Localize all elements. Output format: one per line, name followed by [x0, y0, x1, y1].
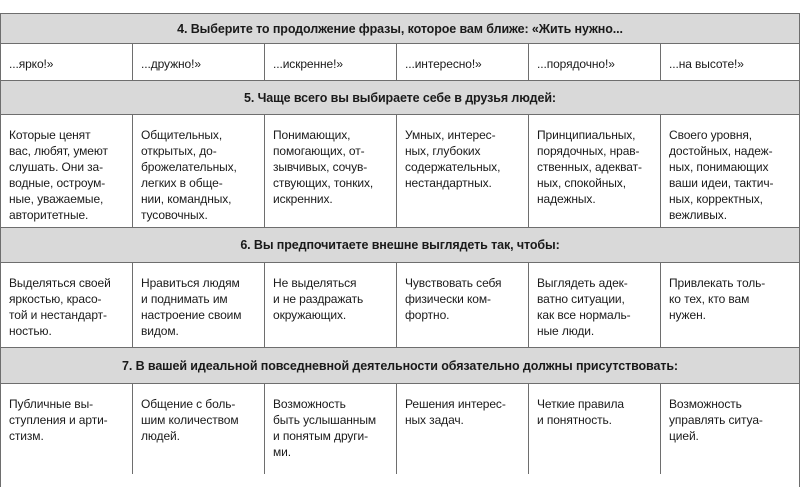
option-cell: Возможность управлять ситуа- цией. — [669, 397, 763, 443]
option-cell: ...интересно!» — [397, 44, 529, 80]
option-cell: Своего уровня, достойных, надеж- ных, понимающих ваши идеи, тактич- ных, корректных, вежливых. — [669, 128, 774, 222]
question-5-header: 5. Чаще всего вы выбираете себе в друзья людей: — [1, 80, 799, 115]
option-cell: ...ярко!» — [1, 44, 133, 80]
option-cell: Которые ценят вас, любят, умеют слушать. Они за- водные, остроум- ные, уважаемые, авторитетные. — [1, 115, 133, 227]
question-4-header: 4. Выберите то продолжение фразы, которое вам ближе: «Жить нужно... — [1, 13, 799, 44]
option-cell: Возможность быть услышанным и понятым други- ми. — [265, 384, 397, 474]
questionnaire-table — [0, 13, 800, 487]
option-cell: Решения интерес- ных задач. — [397, 384, 529, 474]
option-cell: Умных, интерес- ных, глубоких содержательных, нестандартных. — [397, 115, 529, 227]
option-cell: Общение с боль- шим количеством людей. — [133, 384, 265, 474]
option-cell: Публичные вы- ступления и арти- стизм. — [1, 384, 133, 474]
option-cell: ...на высоте!» — [669, 57, 744, 71]
option-cell: Выглядеть адек- ватно ситуации, как все нормаль- ные люди. — [529, 263, 661, 347]
option-cell: ...дружно!» — [133, 44, 265, 80]
option-cell: Нравиться людям и поднимать им настроение своим видом. — [133, 263, 265, 347]
option-cell: Понимающих, помогающих, от- зывчивых, сочув- ствующих, тонких, искренних. — [265, 115, 397, 227]
question-5-options-row — [1, 115, 799, 227]
question-4-options-row — [1, 44, 799, 80]
option-cell: Привлекать толь- ко тех, кто вам нужен. — [669, 276, 766, 322]
option-cell: Чувствовать себя физически ком- фортно. — [397, 263, 529, 347]
option-cell: Общительных, открытых, до- брожелательных, легких в обще- нии, командных, тусовочных. — [133, 115, 265, 227]
option-cell: Не выделяться и не раздражать окружающих. — [265, 263, 397, 347]
option-cell: Выделяться своей яркостью, красо- той и нестандарт- ностью. — [1, 263, 133, 347]
question-7-header: 7. В вашей идеальной повседневной деятельности обязательно должны присутствовать: — [1, 347, 799, 384]
option-cell: ...искренне!» — [265, 44, 397, 80]
question-6-header: 6. Вы предпочитаете внешне выглядеть так, чтобы: — [1, 227, 799, 263]
option-cell: ...порядочно!» — [529, 44, 661, 80]
question-7-options-row — [1, 384, 799, 474]
question-6-options-row — [1, 263, 799, 347]
option-cell: Принципиальных, порядочных, нрав- ственных, адекват- ных, спокойных, надежных. — [529, 115, 661, 227]
option-cell: Четкие правила и понятность. — [529, 384, 661, 474]
